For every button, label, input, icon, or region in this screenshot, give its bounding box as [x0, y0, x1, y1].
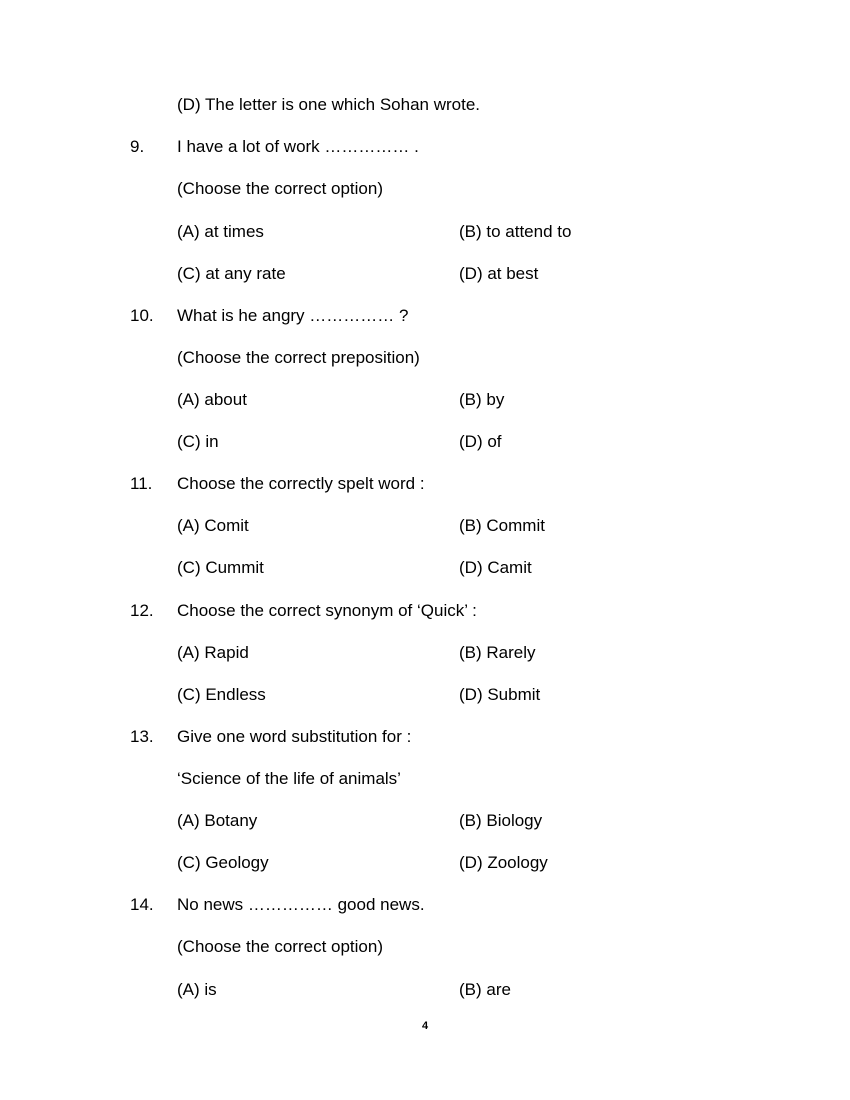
- question-instruction: (Choose the correct option): [177, 937, 383, 956]
- option-a: (A) about: [177, 390, 247, 409]
- question-text: Give one word substitution for :: [177, 727, 412, 746]
- question-instruction: ‘Science of the life of animals’: [177, 769, 401, 788]
- option-d-carryover: (D) The letter is one which Sohan wrote.: [177, 95, 480, 114]
- option-c: (C) Endless: [177, 685, 266, 704]
- question-number: 11.: [130, 474, 153, 493]
- option-b: (B) to attend to: [459, 222, 572, 241]
- option-c: (C) at any rate: [177, 264, 286, 283]
- option-b: (B) Commit: [459, 516, 545, 535]
- question-text: What is he angry …………… ?: [177, 306, 409, 325]
- question-number: 14.: [130, 895, 154, 914]
- question-text: No news …………… good news.: [177, 895, 425, 914]
- option-d: (D) Submit: [459, 685, 541, 704]
- question-instruction: (Choose the correct preposition): [177, 348, 420, 367]
- option-b: (B) Biology: [459, 811, 543, 830]
- option-c: (C) Cummit: [177, 558, 264, 577]
- question-number: 12.: [130, 601, 154, 620]
- option-d: (D) at best: [459, 264, 539, 283]
- question-text: Choose the correct synonym of ‘Quick’ :: [177, 601, 477, 620]
- option-b: (B) are: [459, 980, 511, 999]
- option-a: (A) Botany: [177, 811, 258, 830]
- question-number: 13.: [130, 727, 154, 746]
- question-text: Choose the correctly spelt word :: [177, 474, 425, 493]
- option-b: (B) by: [459, 390, 505, 409]
- option-a: (A) Comit: [177, 516, 249, 535]
- option-c: (C) Geology: [177, 853, 269, 872]
- question-number: 9.: [130, 137, 145, 156]
- option-d: (D) Camit: [459, 558, 532, 577]
- option-b: (B) Rarely: [459, 643, 536, 662]
- option-d: (D) of: [459, 432, 502, 451]
- page-number: 4: [421, 1020, 429, 1032]
- option-a: (A) at times: [177, 222, 264, 241]
- option-d: (D) Zoology: [459, 853, 548, 872]
- option-a: (A) Rapid: [177, 643, 249, 662]
- question-instruction: (Choose the correct option): [177, 179, 383, 198]
- question-text: I have a lot of work …………… .: [177, 137, 419, 156]
- question-number: 10.: [130, 306, 154, 325]
- option-c: (C) in: [177, 432, 219, 451]
- option-a: (A) is: [177, 980, 217, 999]
